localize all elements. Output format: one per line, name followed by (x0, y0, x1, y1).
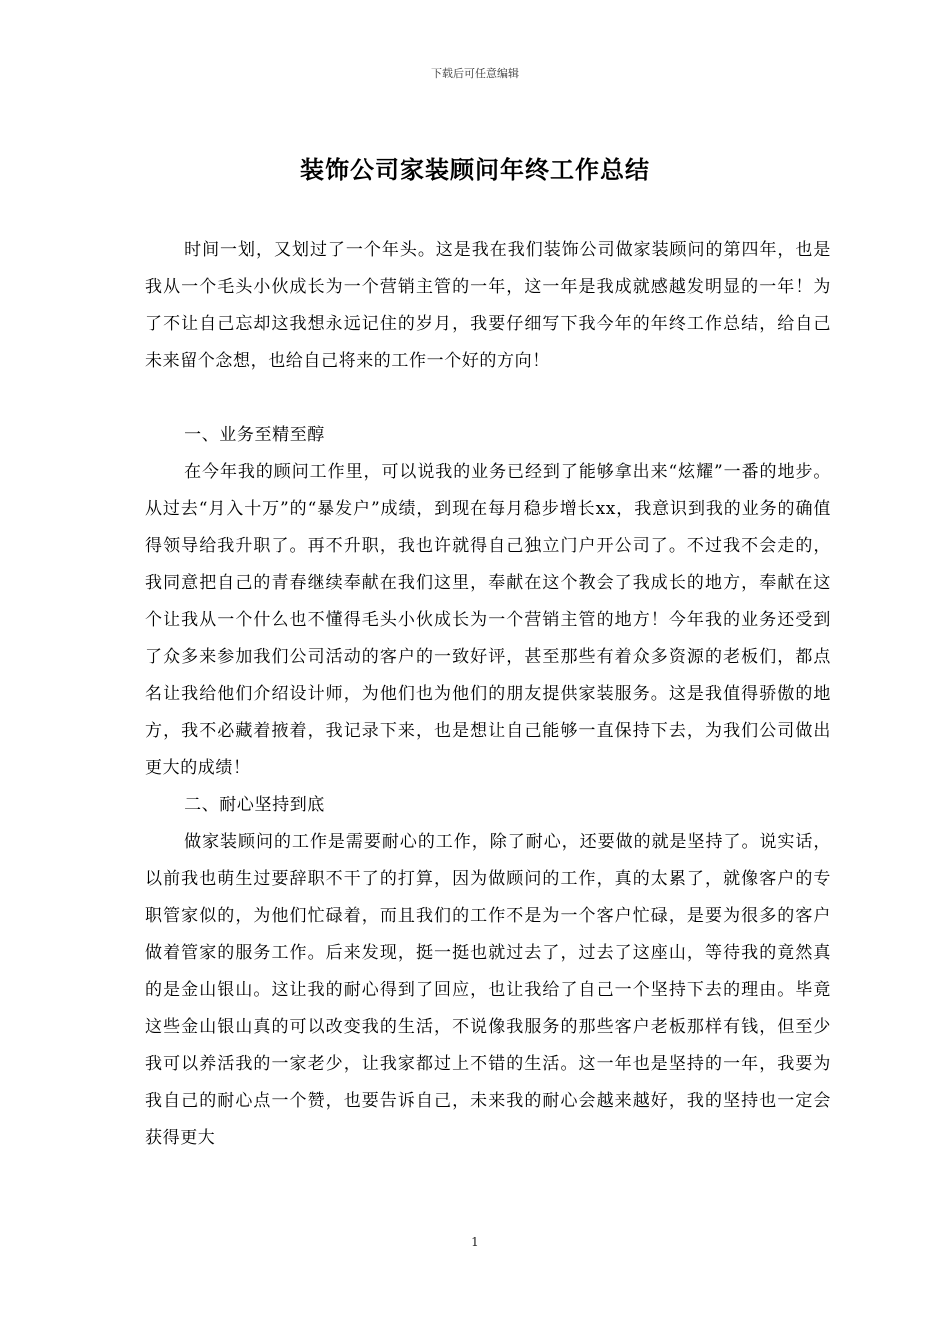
page-number: 1 (471, 1235, 479, 1249)
section-heading-2: 二、耐心坚持到底 (184, 795, 325, 815)
section-paragraph-1: 在今年我的顾问工作里，可以说我的业务已经到了能够拿出来“炫耀”一番的地步。从过去“月入十万”的“暴发户”成绩，到现在每月稳步增长xx，我意识到我的业务的确值得领导给我升职了。再不升职，我也许就得自己独立门户开公司了。不过我不会走的，我同意把自己的青春继续奉献在我们这里，奉献在这个教会了我成长的地方，奉献在这个让我从一个什么也不懂得毛头小伙成长为一个营销主管的地方！今年我的业务还受到了众多来参加我们公司活动的客户的一致好评，甚至那些有着众多资源的老板们，都点名让我给他们介绍设计师，为他们也为他们的朋友提供家装服务。这是我值得骄傲的地方，我不必藏着掖着，我记录下来，也是想让自己能够一直保持下去，为我们公司做出更大的成绩！ (145, 462, 831, 778)
document-body (145, 232, 831, 1157)
header-note: 下载后可任意编辑 (431, 67, 519, 80)
document-title: 装饰公司家装顾问年终工作总结 (300, 155, 650, 184)
section-heading-1: 一、业务至精至醇 (184, 425, 325, 445)
intro-paragraph: 时间一划，又划过了一个年头。这是我在我们装饰公司做家装顾问的第四年，也是我从一个毛头小伙成长为一个营销主管的一年，这一年是我成就感越发明显的一年！为了不让自己忘却这我想永远记住的岁月，我要仔细写下我今年的年终工作总结，给自己未来留个念想，也给自己将来的工作一个好的方向！ (145, 240, 831, 371)
section-paragraph-2: 做家装顾问的工作是需要耐心的工作，除了耐心，还要做的就是坚持了。说实话，以前我也萌生过要辞职不干了的打算，因为做顾问的工作，真的太累了，就像客户的专职管家似的，为他们忙碌着，而且我们的工作不是为一个客户忙碌，是要为很多的客户做着管家的服务工作。后来发现，挺一挺也就过去了，过去了这座山，等待我的竟然真的是金山银山。这让我的耐心得到了回应，也让我给了自己一个坚持下去的理由。毕竟这些金山银山真的可以改变我的生活，不说像我服务的那些客户老板那样有钱，但至少我可以养活我的一家老少，让我家都过上不错的生活。这一年也是坚持的一年，我要为我自己的耐心点一个赞，也要告诉自己，未来我的耐心会越来越好，我的坚持也一定会获得更大 (145, 832, 831, 1148)
paragraph-spacer (145, 380, 831, 417)
